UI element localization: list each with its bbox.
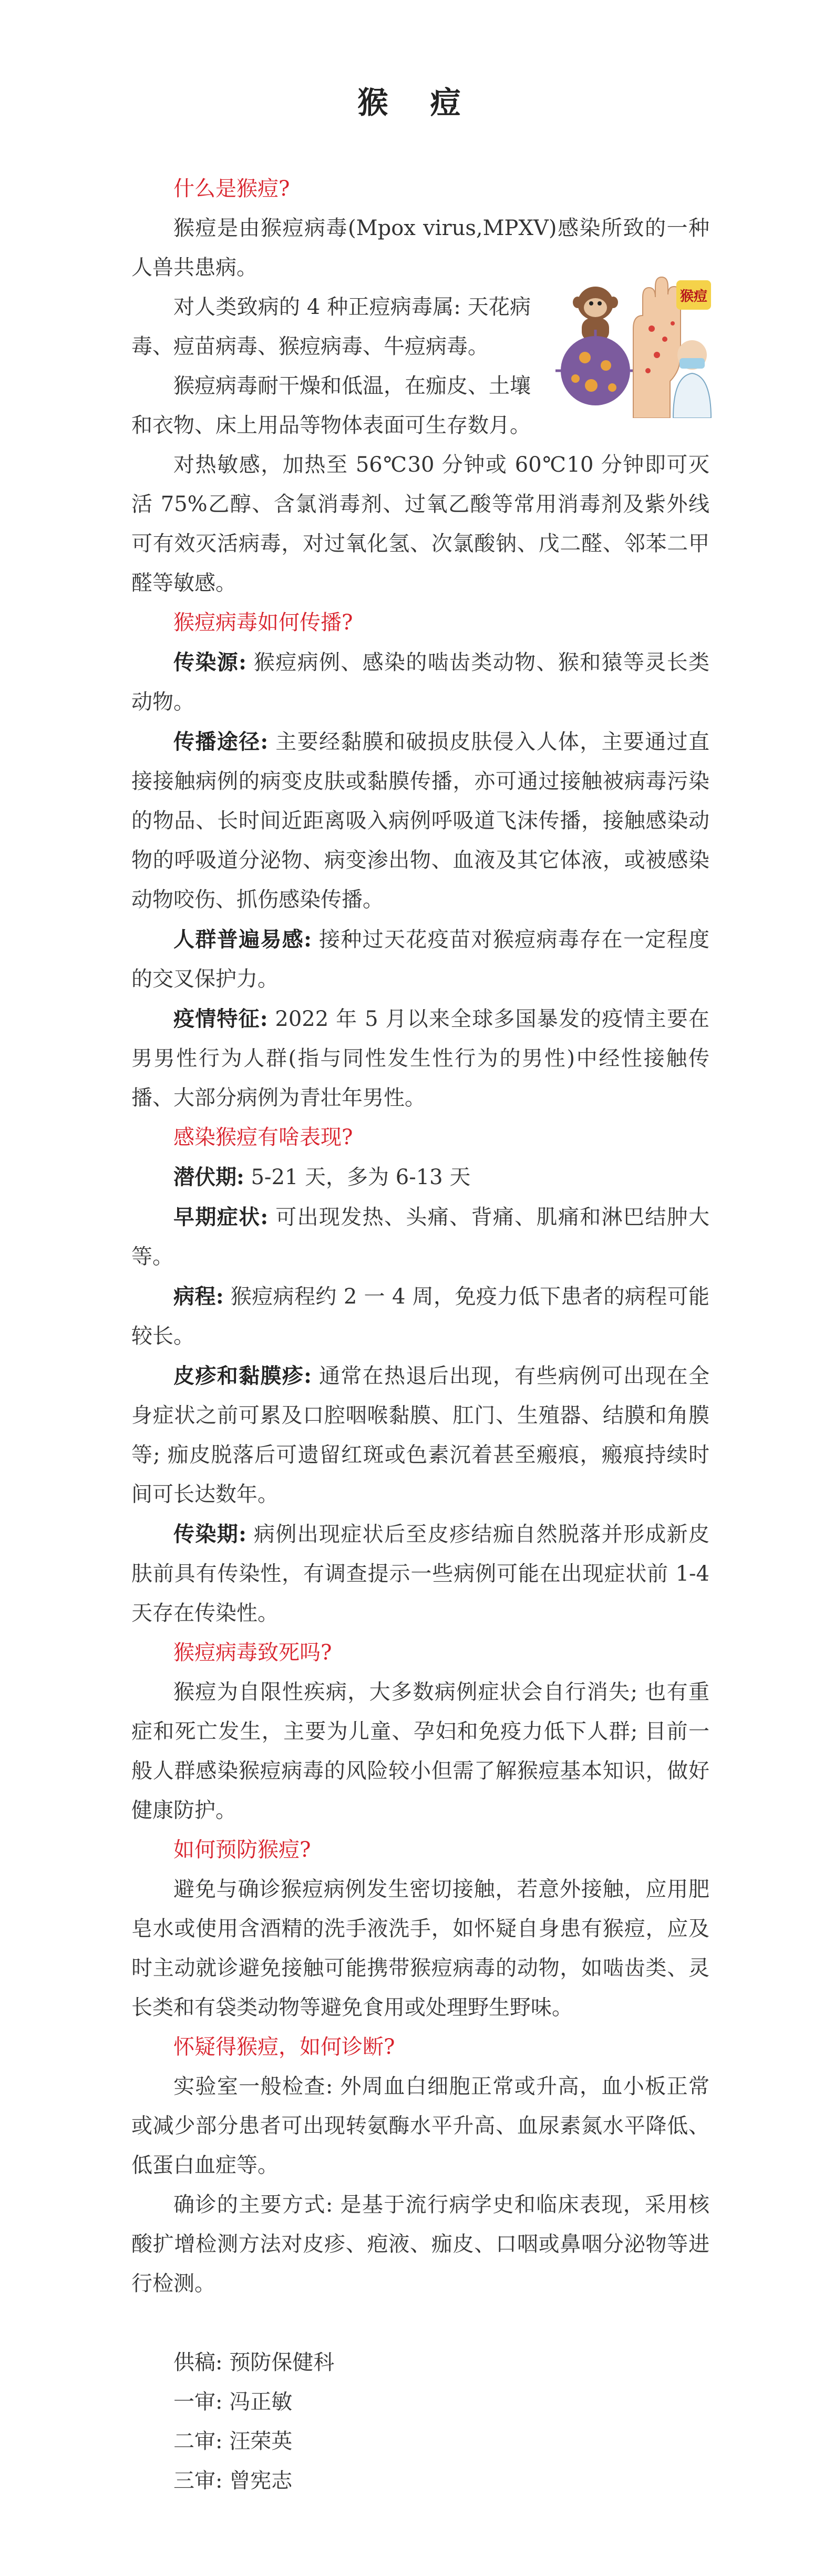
- paragraph: 猴痘是由猴痘病毒(Mpox virus,MPXV)感染所致的一种人兽共患病。: [131, 216, 709, 280]
- section-heading-spread: 猴痘病毒如何传播?: [173, 610, 353, 635]
- term-label: 潜伏期:: [173, 1165, 244, 1189]
- paragraph: 传播途径: 主要经黏膜和破损皮肤侵入人体，主要通过直接接触病例的病变皮肤或黏膜传播，亦可通过接触被病毒污染的物品、长时间近距离吸入病例呼吸道飞沫传播，接触感染动物的呼吸道分泌物、病变渗出物、血液及其它体液，或被感染动物咬伤、抓伤感染传播。: [131, 729, 709, 912]
- paragraph: 猴痘为自限性疾病，大多数病例症状会自行消失; 也有重症和死亡发生，主要为儿童、孕妇和免疫力低下人群; 目前一般人群感染猴痘病毒的风险较小但需了解猴痘基本知识，做好健康防护。: [131, 1680, 709, 1822]
- credit-line: 二审: 汪荣英: [173, 2429, 293, 2453]
- paragraph: 实验室一般检查: 外周血白细胞正常或升高，血小板正常或减少部分患者可出现转氨酶水平升高、血尿素氮水平降低、低蛋白血症等。: [131, 2074, 709, 2177]
- paragraph: 病程: 猴痘病程约 2 一 4 周，免疫力低下患者的病程可能较长。: [131, 1284, 709, 1348]
- term-label: 传播途径:: [173, 729, 269, 754]
- paragraph: 确诊的主要方式: 是基于流行病学史和临床表现，采用核酸扩增检测方法对皮疹、疱液、痂皮、口咽或鼻咽分泌物等进行检测。: [131, 2193, 709, 2296]
- credit-line: 供稿: 预防保健科: [173, 2350, 335, 2375]
- paragraph: 潜伏期: 5-21 天，多为 6-13 天: [173, 1165, 471, 1189]
- paragraph: 猴痘病毒耐干燥和低温，在痂皮、土壤和衣物、床上用品等物体表面可生存数月。: [131, 374, 531, 437]
- paragraph: 人群普遍易感: 接种过天花疫苗对猴痘病毒存在一定程度的交叉保护力。: [131, 927, 710, 991]
- section-heading-symptoms: 感染猴痘有啥表现?: [173, 1125, 353, 1149]
- paragraph: 疫情特征: 2022 年 5 月以来全球多国暴发的疫情主要在男男性行为人群(指与同性发生性行为的男性)中经性接触传播、大部分病例为青壮年男性。: [131, 1006, 709, 1110]
- article-body: [131, 169, 709, 2501]
- paragraph: 对人类致病的 4 种正痘病毒属: 天花病毒、痘苗病毒、猴痘病毒、牛痘病毒。: [131, 295, 531, 359]
- section-heading-deadly: 猴痘病毒致死吗?: [173, 1641, 332, 1665]
- term-label: 病程:: [173, 1284, 224, 1309]
- term-label: 皮疹和黏膜疹:: [173, 1363, 312, 1388]
- paragraph: 早期症状: 可出现发热、头痛、背痛、肌痛和淋巴结肿大等。: [131, 1205, 709, 1269]
- term-label: 传染期:: [173, 1522, 246, 1546]
- section-heading-diagnose: 怀疑得猴痘，如何诊断?: [173, 2035, 395, 2059]
- term-label: 早期症状:: [173, 1205, 269, 1229]
- credits: [131, 2343, 709, 2501]
- paragraph: 对热敏感，加热至 56℃30 分钟或 60℃10 分钟即可灭活 75%乙醇、含氯消毒剂、过氧乙酸等常用消毒剂及紫外线可有效灭活病毒，对过氧化氢、次氯酸钠、戊二醛、邻苯二甲醛等敏感。: [131, 453, 709, 595]
- illustration-label: 猴痘: [679, 289, 708, 304]
- paragraph: 传染期: 病例出现症状后至皮疹结痂自然脱落并形成新皮肤前具有传染性，有调查提示一些病例可能在出现症状前 1-4 天存在传染性。: [131, 1522, 710, 1625]
- term-label: 传染源:: [173, 650, 246, 675]
- credit-line: 一审: 冯正敏: [173, 2390, 293, 2414]
- paragraph: 皮疹和黏膜疹: 通常在热退后出现，有些病例可出现在全身症状之前可累及口腔咽喉黏膜、肛门、生殖器、结膜和角膜等; 痂皮脱落后可遗留红斑或色素沉着甚至瘢痕，瘢痕持续时间可长达数年。: [131, 1363, 710, 1506]
- term-label: 疫情特征:: [173, 1006, 268, 1031]
- paragraph: 避免与确诊猴痘病例发生密切接触，若意外接触，应用肥皂水或使用含酒精的洗手液洗手，如怀疑自身患有猴痘，应及时主动就诊避免接触可能携带猴痘病毒的动物，如啮齿类、灵长类和有袋类动物等避免食用或处理野生野味。: [131, 1877, 709, 2020]
- page-title: 猴 痘: [357, 85, 477, 120]
- credit-line: 三审: 曾宪志: [173, 2469, 293, 2493]
- section-heading-what: 什么是猴痘?: [173, 177, 290, 201]
- term-label: 人群普遍易感:: [173, 927, 312, 952]
- section-heading-prevent: 如何预防猴痘?: [173, 1838, 311, 1862]
- paragraph: 传染源: 猴痘病例、感染的啮齿类动物、猴和猿等灵长类动物。: [131, 650, 710, 714]
